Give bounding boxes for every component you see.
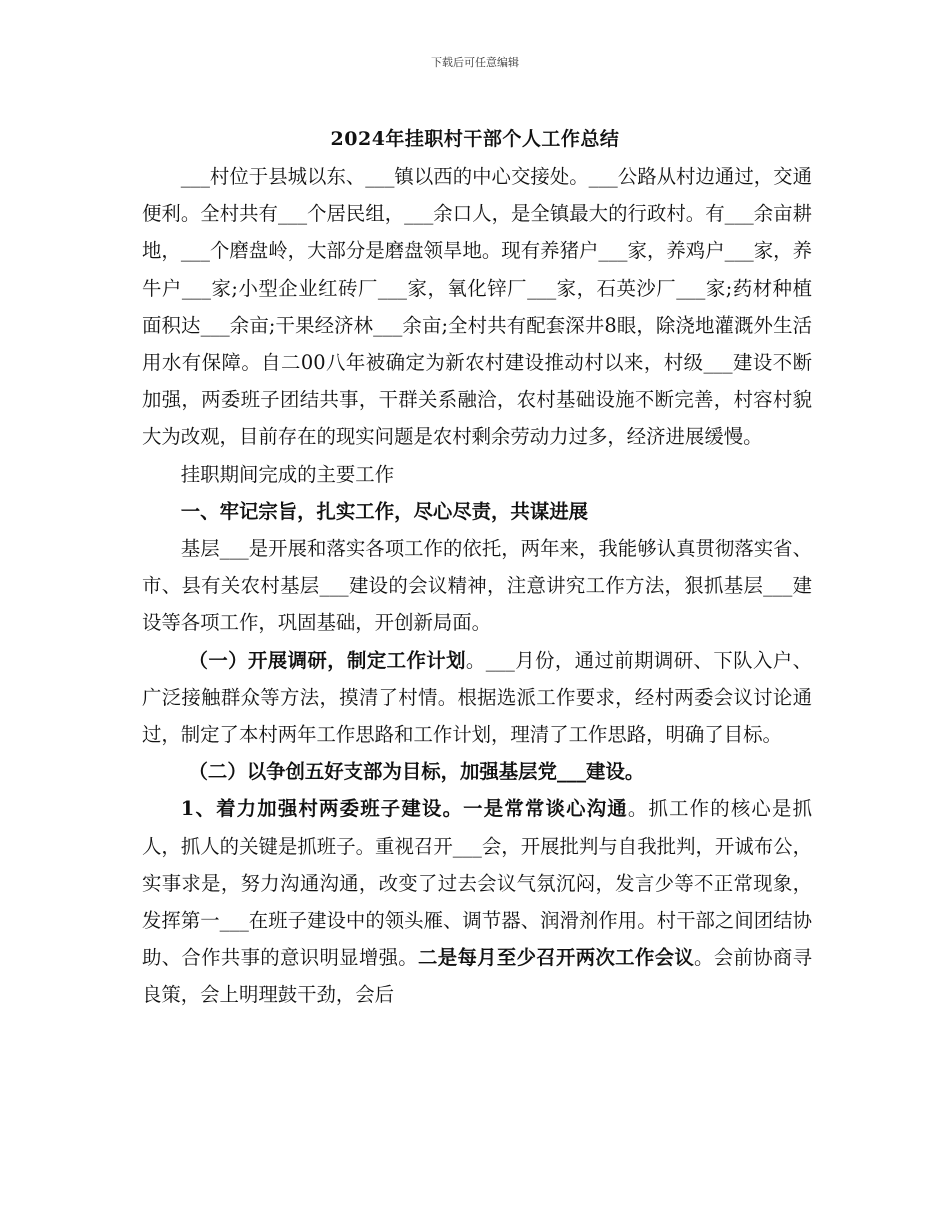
paragraph-monthly-meetings-text: 。会前协商寻良策，会上明理鼓干劲，会后 bbox=[142, 946, 812, 1007]
paragraph-research-plan bbox=[142, 642, 812, 754]
paragraph-section-intro: 挂职期间完成的主要工作 bbox=[180, 462, 395, 486]
subheading-team-building: 1、着力加强村两委班子建设。一是常常谈心沟通 bbox=[180, 797, 628, 821]
heading-section-one: 一、牢记宗旨，扎实工作，尽心尽责，共谋进展 bbox=[180, 499, 588, 523]
header-note: 下载后可任意编辑 bbox=[431, 56, 519, 69]
paragraph-grassroots: 基层___是开展和落实各项工作的依托，两年来，我能够认真贯彻落实省、市、县有关农村基层___建设的会议精神，注意讲究工作方法，狠抓基层___建设等各项工作，巩固基础，开创新局面。 bbox=[142, 537, 812, 635]
subheading-research-plan: （一）开展调研，制定工作计划 bbox=[188, 648, 466, 672]
paragraph-team-building-text: 。抓工作的核心是抓人，抓人的关键是抓班子。重视召开___会，开展批判与自我批判，开诚布公，实事求是，努力沟通沟通，改变了过去会议气氛沉闷，发言少等不正常现象，发挥第一___在班子建设中的领头雁、调节器、润滑剂作用。村干部之间团结协助、合作共事的意识明显增强。 bbox=[142, 797, 813, 970]
subheading-monthly-meetings: 二是每月至少召开两次工作会议 bbox=[418, 946, 695, 970]
paragraph-research-plan-text: 。___月份，通过前期调研、下队入户、广泛接触群众等方法，摸清了村情。根据选派工作要求，经村两委会议讨论通过，制定了本村两年工作思路和工作计划，理清了工作思路，明确了目标。 bbox=[142, 648, 812, 747]
paragraph-team-building bbox=[142, 790, 812, 1013]
subheading-five-good-branch: （二）以争创五好支部为目标，加强基层党___建设。 bbox=[188, 760, 645, 784]
paragraph-village-overview: ___村位于县城以东、___镇以西的中心交接处。___公路从村边通过，交通便利。全村共有___个居民组，___余口人，是全镇最大的行政村。有___余亩耕地，___个磨盘岭，大部分是磨盘领旱地。现有养猪户___家，养鸡户___家，养牛户___家;小型企业红砖厂___家，氧化锌厂___家，石英沙厂___家;药材种植面积达___余亩;干果经济林___余亩;全村共有配套深井8眼，除浇地灌溉外生活用水有保障。自二00八年被确定为新农村建设推动村以来，村级___建设不断加强，两委班子团结共事，干群关系融洽，农村基础设施不断完善，村容村貌大为改观，目前存在的现实问题是农村剩余劳动力过多，经济进展缓慢。 bbox=[142, 165, 812, 449]
document-title: 2024年挂职村干部个人工作总结 bbox=[330, 128, 620, 150]
document-body bbox=[142, 158, 812, 1014]
